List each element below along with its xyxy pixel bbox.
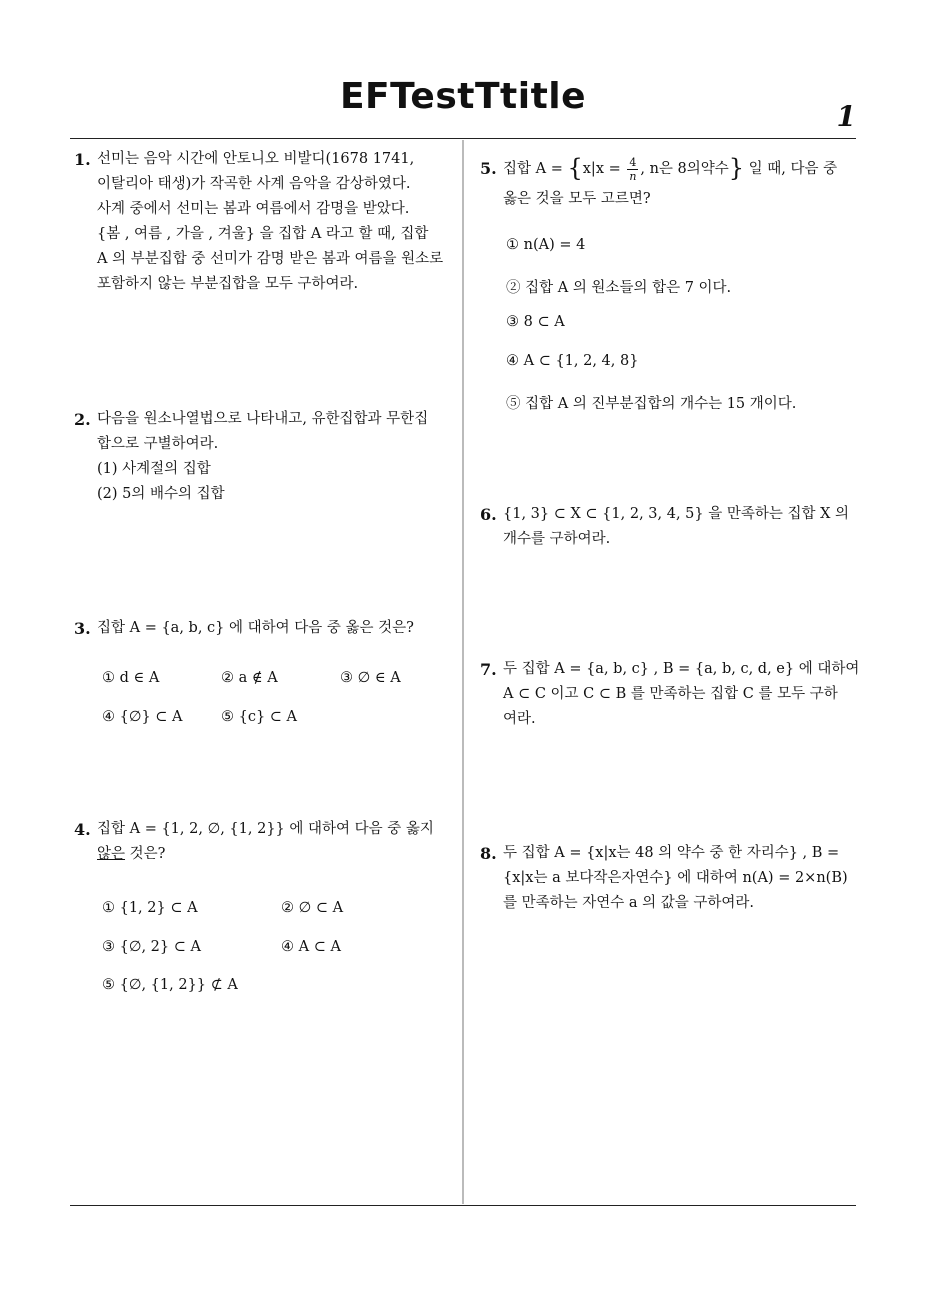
question-text-line: 선미는 음악 시간에 안토니오 비발디(1678 1741, <box>97 151 415 167</box>
question-number: 8. <box>480 844 497 863</box>
option-5: ⑤ {∅, {1, 2}} ⊄ A <box>102 977 238 993</box>
question-number: 4. <box>74 820 91 839</box>
set-brace-open: { <box>567 154 583 182</box>
fraction-denominator: n <box>629 169 637 183</box>
question-2 <box>74 407 457 507</box>
question-text-line: 옳은 것을 모두 고르면? <box>503 191 651 207</box>
question-text-line: 합으로 구별하여라. <box>97 436 219 452</box>
option-1: ① n(A) = 4 <box>506 237 586 253</box>
option-2: ② 집합 A 의 원소들의 합은 7 이다. <box>506 280 732 296</box>
question-number: 6. <box>480 505 497 524</box>
option-2: ② a ∉ A <box>221 670 278 686</box>
option-1: ① {1, 2} ⊂ A <box>102 900 198 916</box>
question-number: 3. <box>74 619 91 638</box>
option-2: ② ∅ ⊂ A <box>281 900 344 916</box>
emphasis-underline: 않은 <box>97 846 126 862</box>
question-4 <box>74 817 457 867</box>
question-text-line: 여라. <box>503 711 536 727</box>
question-text-line: 두 집합 A = {a, b, c} , B = {a, b, c, d, e} 에 대하여 <box>503 661 860 677</box>
option-3: ③ ∅ ∈ A <box>340 670 401 686</box>
question-text-line <box>503 150 858 187</box>
question-text-line: {1, 3} ⊂ X ⊂ {1, 2, 3, 4, 5} 을 만족하는 집합 X 의 <box>503 506 850 522</box>
question-7 <box>480 657 860 732</box>
question-text-line: 집합 A = {1, 2, ∅, {1, 2}} 에 대하여 다음 중 옳지 <box>97 821 434 837</box>
question-1 <box>74 147 457 297</box>
option-5: ⑤ 집합 A 의 진부분집합의 개수는 15 개이다. <box>506 396 797 412</box>
question-text-pre: 집합 A = <box>503 161 568 177</box>
question-text-line: 집합 A = {a, b, c} 에 대하여 다음 중 옳은 것은? <box>97 620 414 636</box>
question-number: 7. <box>480 660 497 679</box>
question-text-line: A 의 부분집합 중 선미가 감명 받은 봄과 여름을 원소로 <box>97 251 444 267</box>
question-text-line: A ⊂ C 이고 C ⊂ B 를 만족하는 집합 C 를 모두 구하 <box>503 686 838 702</box>
question-text-line: 개수를 구하여라. <box>503 531 611 547</box>
question-subitem: (1) 사계절의 집합 <box>97 461 211 477</box>
question-8 <box>480 841 858 916</box>
question-subitem: (2) 5의 배수의 집합 <box>97 486 225 502</box>
question-text-line: {x|x는 a 보다작은자연수} 에 대하여 n(A) = 2×n(B) <box>503 870 848 886</box>
option-4: ④ {∅} ⊂ A <box>102 709 183 725</box>
option-1: ① d ∈ A <box>102 670 160 686</box>
footer-divider <box>70 1205 856 1206</box>
header-divider <box>70 138 856 139</box>
question-text-line: 다음을 원소나열법으로 나타내고, 유한집합과 무한집 <box>97 411 429 427</box>
question-number: 5. <box>480 159 497 178</box>
option-4: ④ A ⊂ A <box>281 939 341 955</box>
option-3: ③ 8 ⊂ A <box>506 314 565 330</box>
option-5: ⑤ {c} ⊂ A <box>221 709 298 725</box>
question-text-line: 두 집합 A = {x|x는 48 의 약수 중 한 자리수} , B = <box>503 845 840 861</box>
question-text-line: 포함하지 않는 부분집합을 모두 구하여라. <box>97 276 359 292</box>
question-text-post: 일 때, 다음 중 <box>744 161 838 177</box>
question-3 <box>74 616 457 641</box>
question-number: 2. <box>74 410 91 429</box>
question-text-line: 사계 중에서 선미는 봄과 여름에서 감명을 받았다. <box>97 201 410 217</box>
question-5 <box>480 150 858 212</box>
question-text-line <box>97 842 457 867</box>
column-divider <box>462 140 464 1204</box>
question-text-rest: 것은? <box>125 846 166 862</box>
page-title: EFTestTtitle <box>339 76 587 117</box>
question-text-line: {봄 , 여름 , 가을 , 겨울} 을 집합 A 라고 할 때, 집합 <box>97 226 429 242</box>
set-inner-pre: x|x = <box>582 161 626 177</box>
question-text-line: 를 만족하는 자연수 a 의 값을 구하여라. <box>503 895 755 911</box>
option-3: ③ {∅, 2} ⊂ A <box>102 939 201 955</box>
option-4: ④ A ⊂ {1, 2, 4, 8} <box>506 353 639 369</box>
question-6 <box>480 502 858 552</box>
set-brace-close: } <box>728 154 745 182</box>
fraction <box>627 156 638 183</box>
question-text-line: 이탈리아 태생)가 작곡한 사계 음악을 감상하였다. <box>97 176 411 192</box>
fraction-numerator: 4 <box>629 155 637 169</box>
question-number: 1. <box>74 150 91 169</box>
set-inner-post: , n은 8의약수 <box>640 161 729 177</box>
page-number: 1 <box>836 100 856 133</box>
